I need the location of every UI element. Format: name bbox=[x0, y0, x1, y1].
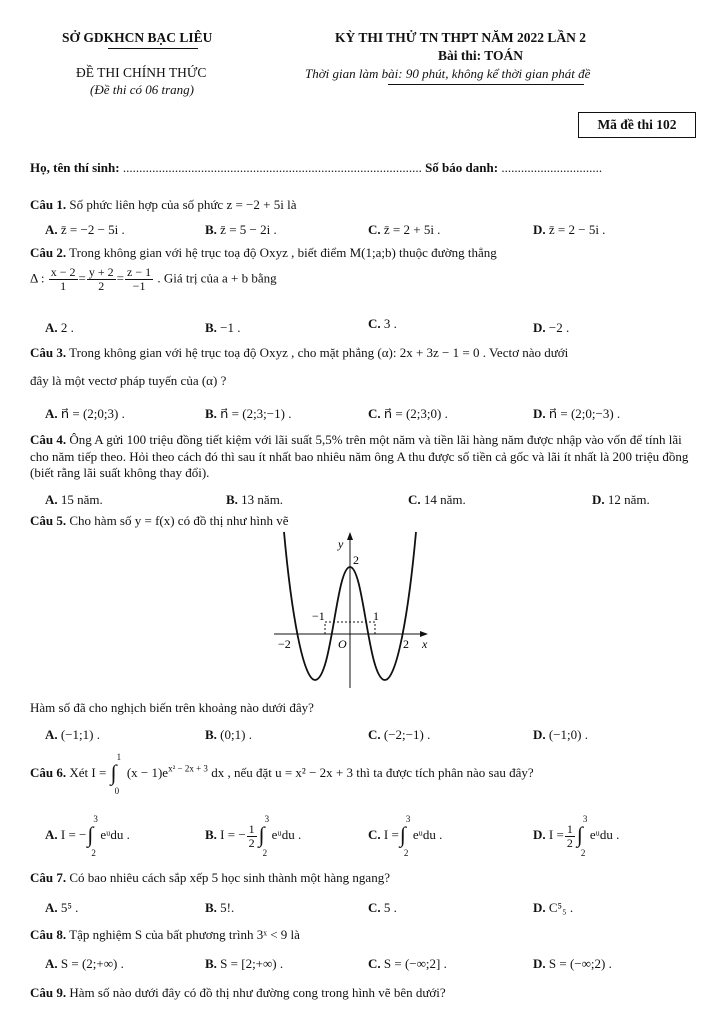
q7-a-text: 5⁵ . bbox=[60, 900, 79, 915]
q7-c-label: C. bbox=[368, 900, 381, 915]
graph-label-minus2: −2 bbox=[278, 637, 291, 651]
official-label: ĐỀ THI CHÍNH THỨC bbox=[76, 65, 207, 80]
q6-number: Câu 6. bbox=[30, 764, 67, 780]
question-1 bbox=[30, 196, 700, 213]
q4-option-a bbox=[45, 492, 103, 508]
y-axis-arrow bbox=[347, 532, 353, 540]
q7-option-b bbox=[205, 900, 234, 916]
q8-c-label: C. bbox=[368, 956, 381, 971]
q3-c-text: n⃗ = (2;3;0) . bbox=[383, 406, 448, 421]
question-5 bbox=[30, 512, 700, 529]
q2-option-b bbox=[205, 320, 241, 336]
q6-option-d bbox=[533, 814, 620, 858]
q1-number: Câu 1. bbox=[30, 197, 67, 212]
q6-a-label: A. bbox=[45, 826, 58, 842]
q6-d-integral: ∫ 3 2 bbox=[576, 814, 588, 858]
q7-a-label: A. bbox=[45, 900, 58, 915]
q6-a-lo: 2 bbox=[91, 848, 96, 858]
q6-option-a bbox=[45, 814, 130, 858]
q2-delta: Δ : bbox=[30, 270, 45, 286]
name-label: Họ, tên thí sinh: bbox=[30, 160, 120, 175]
graph-y-label: y bbox=[338, 537, 344, 551]
q4-b-text: 13 năm. bbox=[241, 492, 284, 507]
q2-frac-x-den: 1 bbox=[60, 279, 67, 293]
q6-c-up: 3 bbox=[405, 814, 411, 824]
q7-option-d bbox=[533, 900, 573, 916]
q5-b-label: B. bbox=[205, 727, 217, 742]
q4-a-label: A. bbox=[45, 492, 58, 507]
q6-a-post: eᵘdu . bbox=[100, 826, 130, 842]
pages-note: (Đề thi có 06 trang) bbox=[90, 82, 194, 97]
q1-c-label: C. bbox=[368, 222, 381, 237]
q4-text: Ông A gửi 100 triệu đồng tiết kiệm với lãi suất 5,5% trên một năm và tiền lãi hàng năm được nhập vào vốn để tính lãi cho năm tiếp theo. Hỏi theo cách đó thì sau ít nhất bao nhiêu năm ông A thu được số tiền cả gốc và lãi ít nhất là 200 triệu đồng (biết rằng lãi suất không thay đổi). bbox=[30, 432, 689, 480]
q8-a-text: S = (2;+∞) . bbox=[60, 956, 124, 971]
q3-option-c bbox=[368, 406, 448, 422]
candidate-line bbox=[30, 160, 602, 176]
question-7 bbox=[30, 869, 700, 886]
q6-d-half bbox=[565, 823, 575, 850]
q2-option-c bbox=[368, 316, 397, 332]
q4-number: Câu 4. bbox=[30, 432, 67, 447]
q3-text: Trong không gian với hệ trục toạ độ Oxyz , cho mặt phẳng (α): 2x + 3z − 1 = 0 . Vectơ nào dưới bbox=[69, 345, 569, 360]
q6-d-lo: 2 bbox=[580, 848, 586, 858]
q5-b-text: (0;1) . bbox=[220, 727, 252, 742]
q6-c-lo: 2 bbox=[403, 848, 409, 858]
q7-option-a bbox=[45, 900, 78, 916]
q6-d-post: eᵘdu . bbox=[589, 826, 620, 842]
q9-number: Câu 9. bbox=[30, 985, 67, 1000]
q6-integrand: (x − 1)e bbox=[126, 764, 169, 780]
dept-underline bbox=[108, 48, 198, 49]
question-2 bbox=[30, 244, 700, 261]
q2-frac-x bbox=[49, 266, 78, 293]
q6-d-label: D. bbox=[533, 826, 546, 842]
q5-d-label: D. bbox=[533, 727, 546, 742]
q2-c-label: C. bbox=[368, 316, 381, 331]
q3-option-a bbox=[45, 406, 125, 422]
q5-text: Cho hàm số y = f(x) có đồ thị như hình vẽ bbox=[69, 513, 289, 528]
q3-c-label: C. bbox=[368, 406, 381, 421]
question-4 bbox=[30, 432, 700, 482]
q6-option-c bbox=[368, 814, 443, 858]
q1-a-label: A. bbox=[45, 222, 58, 237]
graph-x-label: x bbox=[422, 637, 428, 651]
q6-b-integral: ∫ 3 2 bbox=[258, 814, 270, 858]
q3-option-d bbox=[533, 406, 620, 422]
q2-frac-z-den: −1 bbox=[132, 279, 146, 293]
q3-d-label: D. bbox=[533, 406, 546, 421]
q3-a-text: n⃗ = (2;0;3) . bbox=[60, 406, 125, 421]
q2-frac-z-num: z − 1 bbox=[127, 265, 152, 279]
q2-a-text: 2 . bbox=[60, 320, 74, 335]
q5-question: Hàm số đã cho nghịch biến trên khoảng nào dưới đây? bbox=[30, 700, 314, 715]
q2-frac-x-num: x − 2 bbox=[50, 265, 76, 279]
q2-frac-z bbox=[125, 266, 153, 293]
q6-a-integral: ∫ 3 2 bbox=[87, 814, 98, 858]
q8-option-a bbox=[45, 956, 124, 972]
q6-d-half-num: 1 bbox=[566, 821, 573, 836]
q7-text: Có bao nhiêu cách sắp xếp 5 học sinh thành một hàng ngang? bbox=[69, 870, 390, 885]
q5-option-d bbox=[533, 727, 588, 743]
q4-d-label: D. bbox=[592, 492, 605, 507]
q6-b-up: 3 bbox=[264, 814, 270, 824]
q6-a-pre: I = − bbox=[60, 826, 87, 842]
q8-text: Tập nghiệm S của bất phương trình 3ˣ < 9 là bbox=[69, 927, 300, 942]
q3-d-text: n⃗ = (2;0;−3) . bbox=[548, 406, 621, 421]
q6-b-pre: I = − bbox=[220, 826, 246, 842]
q4-c-label: C. bbox=[408, 492, 421, 507]
q8-option-b bbox=[205, 956, 283, 972]
time-underline bbox=[388, 84, 584, 85]
q4-a-text: 15 năm. bbox=[60, 492, 103, 507]
question-8 bbox=[30, 926, 700, 943]
q5-c-label: C. bbox=[368, 727, 381, 742]
q8-option-c bbox=[368, 956, 447, 972]
question-3 bbox=[30, 344, 700, 361]
graph-origin: O bbox=[338, 637, 347, 651]
q6-integral: ∫ 1 0 bbox=[110, 752, 122, 796]
q2-d-text: −2 . bbox=[548, 320, 570, 335]
subject: Bài thi: TOÁN bbox=[438, 48, 524, 63]
q1-option-d bbox=[533, 222, 605, 238]
q3-number: Câu 3. bbox=[30, 345, 67, 360]
q7-number: Câu 7. bbox=[30, 870, 67, 885]
q1-d-label: D. bbox=[533, 222, 546, 237]
q7-b-text: 5!. bbox=[220, 900, 235, 915]
q1-a-text: z̄ = −2 − 5i . bbox=[60, 222, 125, 237]
q7-d-label: D. bbox=[533, 900, 546, 915]
q7-option-c bbox=[368, 900, 397, 916]
q6-d-pre: I = bbox=[548, 826, 564, 842]
q2-b-text: −1 . bbox=[220, 320, 241, 335]
q1-option-a bbox=[45, 222, 125, 238]
q6-c-integral: ∫ 3 2 bbox=[399, 814, 411, 858]
graph-label-1: 1 bbox=[373, 609, 379, 623]
q6-d-half-den: 2 bbox=[566, 835, 573, 850]
q8-d-text: S = (−∞;2) . bbox=[548, 956, 612, 971]
q7-c-text: 5 . bbox=[383, 900, 397, 915]
q1-text: Số phức liên hợp của số phức z = −2 + 5i là bbox=[69, 197, 297, 212]
graph-label-2x: 2 bbox=[403, 637, 409, 651]
q2-frac-y-den: 2 bbox=[98, 279, 105, 293]
q1-d-text: z̄ = 2 − 5i . bbox=[548, 222, 606, 237]
q2-number: Câu 2. bbox=[30, 245, 67, 260]
q6-option-b bbox=[205, 814, 302, 858]
q8-b-label: B. bbox=[205, 956, 217, 971]
q5-function-graph bbox=[270, 530, 430, 690]
q4-b-label: B. bbox=[226, 492, 238, 507]
name-dots: ............................................................................................ bbox=[122, 160, 422, 175]
q6-dx: dx , nếu đặt u = x² − 2x + 3 thì ta được tích phân nào sau đây? bbox=[211, 764, 534, 780]
q4-option-d bbox=[592, 492, 650, 508]
q1-c-text: z̄ = 2 + 5i . bbox=[383, 222, 441, 237]
q6-b-lo: 2 bbox=[262, 848, 268, 858]
q5-number: Câu 5. bbox=[30, 513, 67, 528]
q2-b-label: B. bbox=[205, 320, 217, 335]
q6-c-post: eᵘdu . bbox=[412, 826, 443, 842]
q6-b-half bbox=[247, 823, 257, 850]
q2-frac-y bbox=[87, 266, 116, 293]
q6-a-up: 3 bbox=[93, 814, 98, 824]
q8-number: Câu 8. bbox=[30, 927, 67, 942]
q3-text-line2: đây là một vectơ pháp tuyến của (α) ? bbox=[30, 373, 227, 388]
q2-text: Trong không gian với hệ trục toạ độ Oxyz , biết điểm M(1;a;b) thuộc đường thẳng bbox=[69, 245, 497, 260]
q7-d-text: C⁵₅ . bbox=[548, 900, 574, 915]
q2-option-d bbox=[533, 320, 569, 336]
q1-b-text: z̄ = 5 − 2i . bbox=[220, 222, 277, 237]
q2-a-label: A. bbox=[45, 320, 58, 335]
question-9 bbox=[30, 984, 700, 1001]
sbd-label: Số báo danh: bbox=[425, 160, 499, 175]
q6-c-label: C. bbox=[368, 826, 381, 842]
q6-c-pre: I = bbox=[383, 826, 399, 842]
q6-lower: 0 bbox=[114, 786, 120, 796]
q8-option-d bbox=[533, 956, 612, 972]
q7-b-label: B. bbox=[205, 900, 217, 915]
q2-frac-y-num: y + 2 bbox=[88, 265, 114, 279]
q2-c-text: 3 . bbox=[383, 316, 397, 331]
q5-d-text: (−1;0) . bbox=[548, 727, 588, 742]
q5-c-text: (−2;−1) . bbox=[383, 727, 431, 742]
question-6 bbox=[30, 752, 534, 796]
q9-text: Hàm số nào dưới đây có đồ thị như đường cong trong hình vẽ bên dưới? bbox=[69, 985, 446, 1000]
q8-c-text: S = (−∞;2] . bbox=[383, 956, 447, 971]
q4-c-text: 14 năm. bbox=[423, 492, 466, 507]
q5-a-text: (−1;1) . bbox=[60, 727, 100, 742]
q6-d-up: 3 bbox=[582, 814, 588, 824]
q2-tail: . Giá trị của a + b bằng bbox=[157, 270, 277, 286]
q6-upper: 1 bbox=[116, 752, 122, 762]
q6-lead: Xét I = bbox=[69, 764, 107, 780]
q5-option-c bbox=[368, 727, 430, 743]
q8-d-label: D. bbox=[533, 956, 546, 971]
q2-option-a bbox=[45, 320, 74, 336]
q6-b-label: B. bbox=[205, 826, 217, 842]
q3-b-label: B. bbox=[205, 406, 217, 421]
exam-title: KỲ THI THỬ TN THPT NĂM 2022 LẦN 2 bbox=[335, 30, 587, 45]
q1-option-b bbox=[205, 222, 277, 238]
q6-b-half-num: 1 bbox=[248, 821, 255, 836]
dept-name: SỞ GDKHCN BẠC LIÊU bbox=[62, 30, 213, 45]
q5-option-b bbox=[205, 727, 252, 743]
q8-a-label: A. bbox=[45, 956, 58, 971]
q8-b-text: S = [2;+∞) . bbox=[220, 956, 284, 971]
graph-label-minus1: −1 bbox=[312, 609, 325, 623]
exam-code-box: Mã đề thi 102 bbox=[578, 112, 696, 138]
graph-label-2: 2 bbox=[353, 553, 359, 567]
q3-option-b bbox=[205, 406, 291, 422]
q6-b-post: eᵘdu . bbox=[271, 826, 302, 842]
sbd-dots: ............................... bbox=[501, 160, 603, 175]
q5-a-label: A. bbox=[45, 727, 58, 742]
q2-d-label: D. bbox=[533, 320, 546, 335]
q5-option-a bbox=[45, 727, 100, 743]
q1-b-label: B. bbox=[205, 222, 217, 237]
q3-b-text: n⃗ = (2;3;−1) . bbox=[220, 406, 292, 421]
q4-option-c bbox=[408, 492, 466, 508]
q1-option-c bbox=[368, 222, 440, 238]
q3-a-label: A. bbox=[45, 406, 58, 421]
q2-equation: Δ : $\frac{x - 2}{1}$ = $\frac{y + 2}{2}$ = $\frac{z - 1}{-1}$ . Giá trị của a + b bằng bbox=[30, 265, 277, 293]
q6-exponent: x² − 2x + 3 bbox=[168, 763, 208, 774]
time-note: Thời gian làm bài: 90 phút, không kể thời gian phát đề bbox=[305, 66, 591, 81]
q6-b-half-den: 2 bbox=[248, 835, 255, 850]
q4-d-text: 12 năm. bbox=[607, 492, 650, 507]
q4-option-b bbox=[226, 492, 283, 508]
